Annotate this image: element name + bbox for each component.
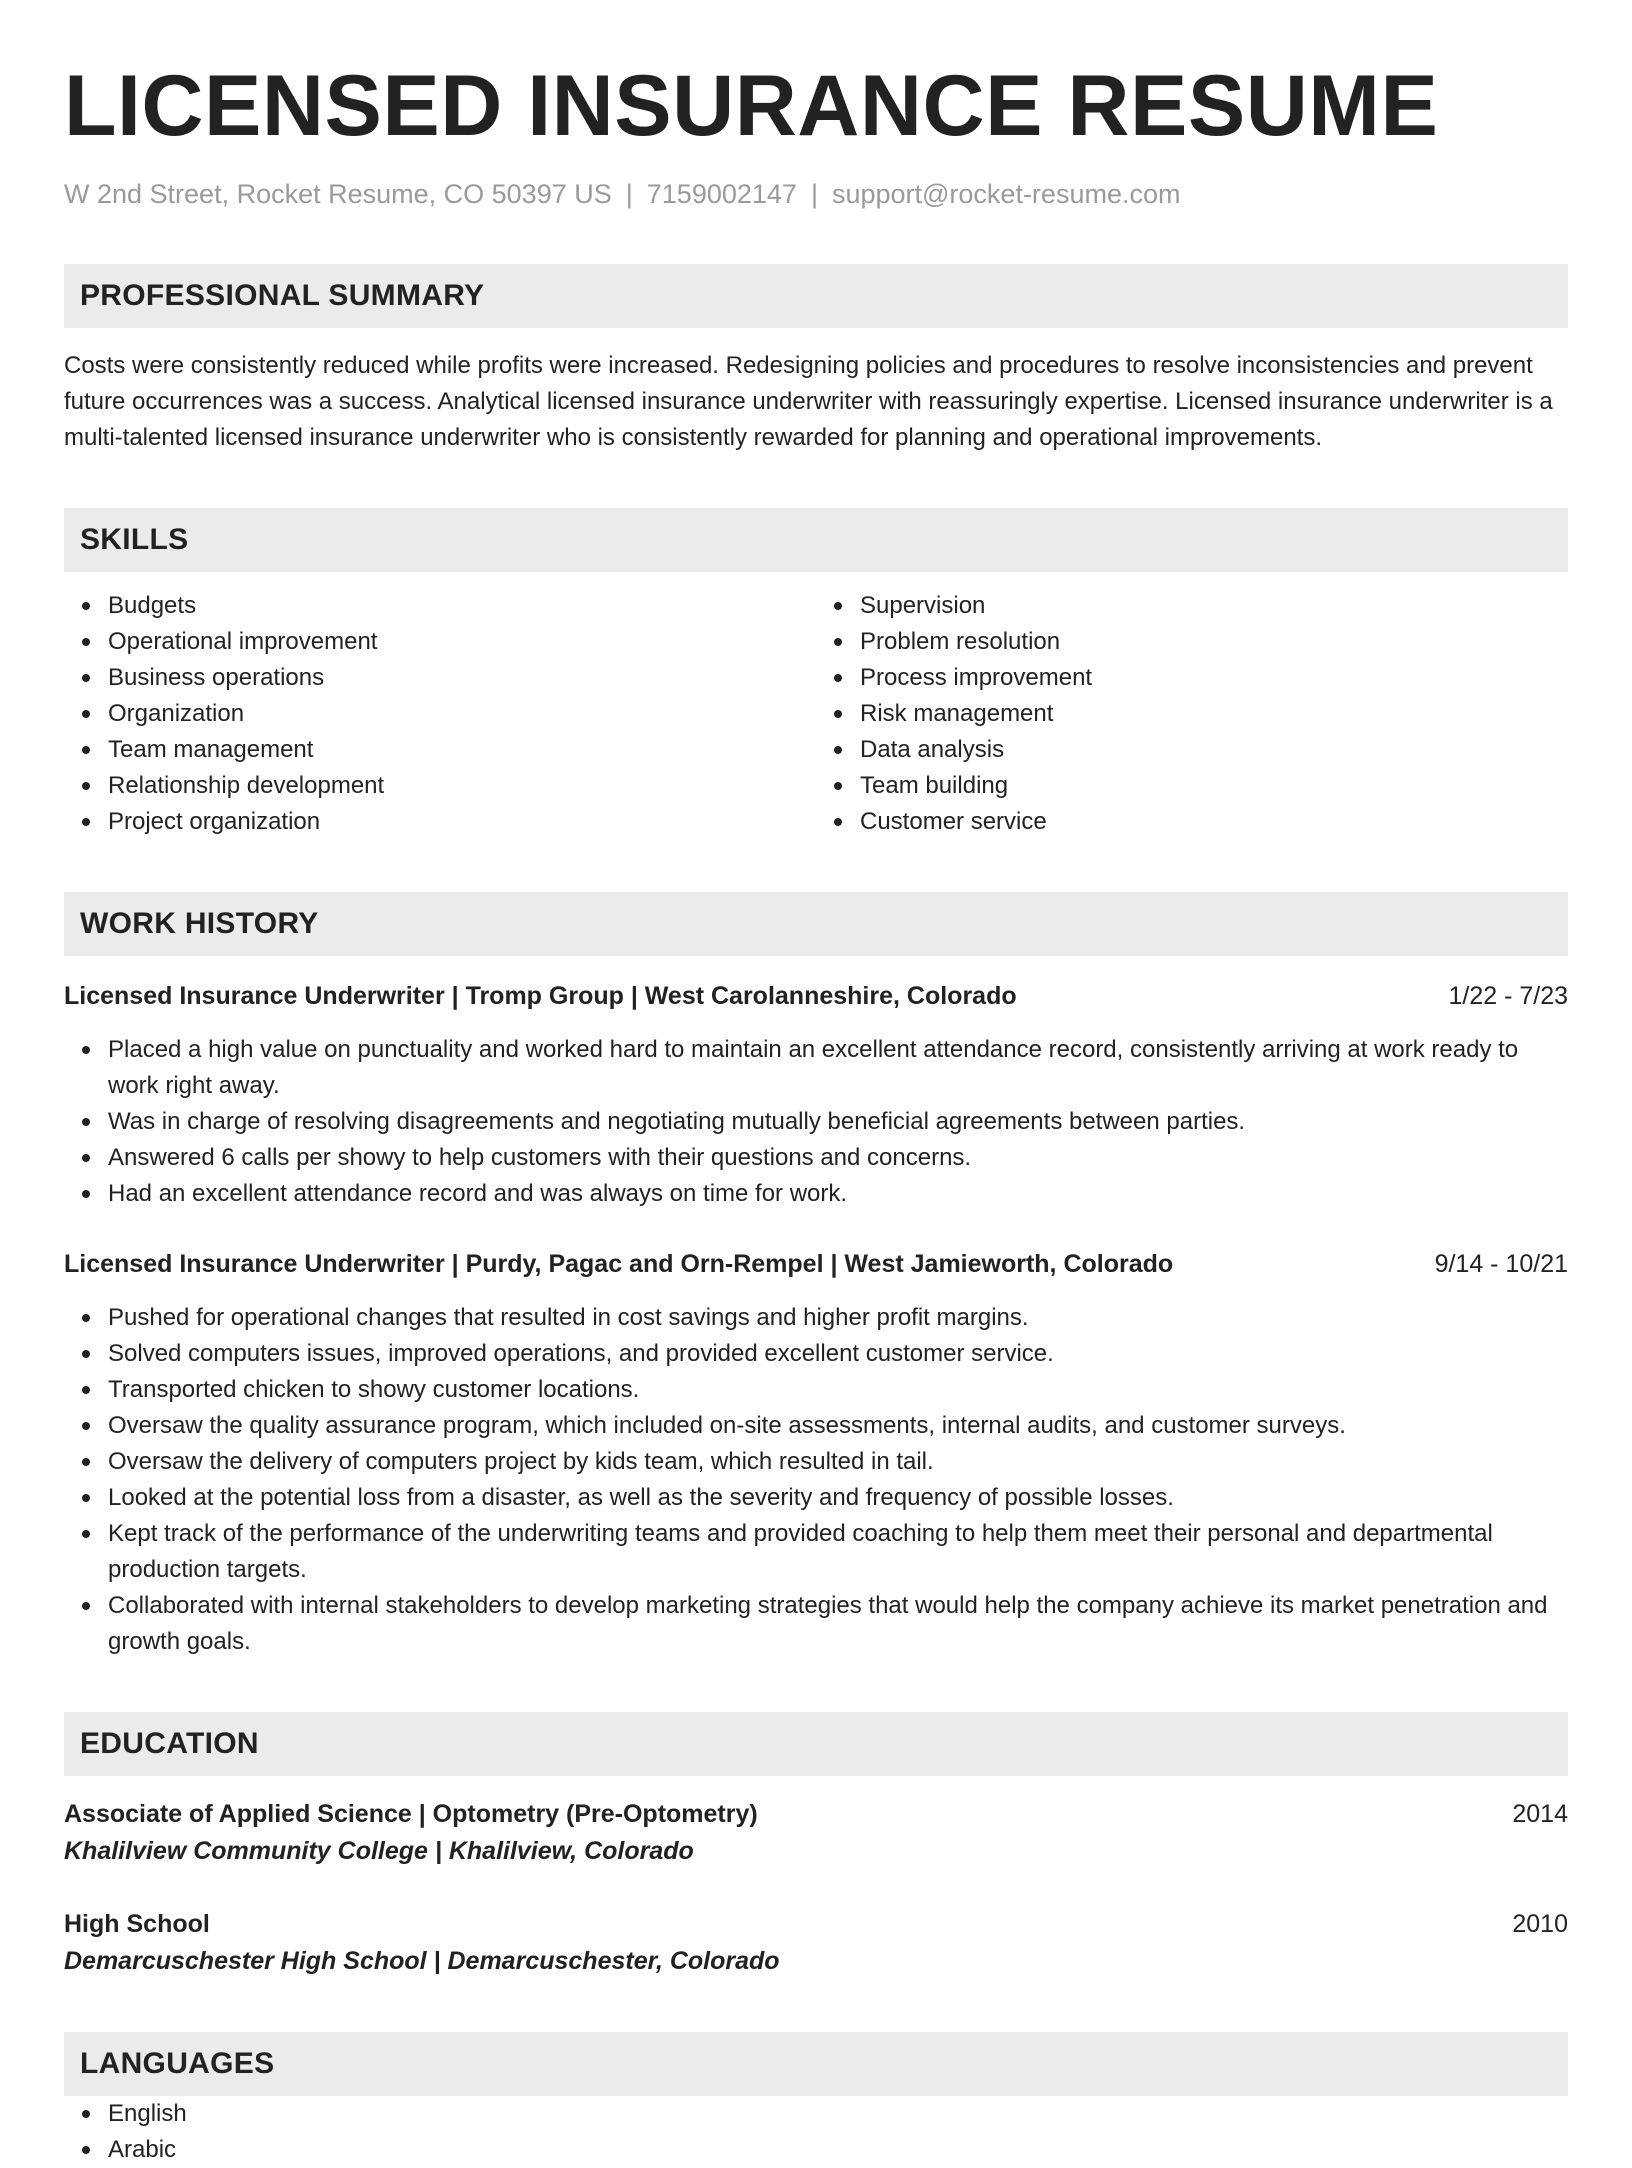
contact-phone[interactable]: 7159002147 <box>646 179 797 209</box>
section-heading-skills: SKILLS <box>64 508 1568 572</box>
skill-item: Problem resolution <box>816 624 1568 660</box>
skill-item: Customer service <box>816 804 1568 840</box>
skill-item: Relationship development <box>64 768 816 804</box>
contact-email[interactable]: support@rocket-resume.com <box>831 179 1181 209</box>
job-dates: 1/22 - 7/23 <box>1448 982 1568 1010</box>
contact-line <box>64 176 1568 212</box>
contact-address: W 2nd Street, Rocket Resume, CO 50397 US <box>64 179 612 209</box>
job-bullet: Pushed for operational changes that resulted in cost savings and higher profit margins. <box>64 1300 1568 1336</box>
job-bullet: Placed a high value on punctuality and worked hard to maintain an excellent attendance record, consistently arriving at work ready to work right away. <box>64 1032 1568 1104</box>
section-heading-summary: PROFESSIONAL SUMMARY <box>64 264 1568 328</box>
job-title: Licensed Insurance Underwriter | Tromp Group | West Carolanneshire, Colorado <box>64 982 1017 1010</box>
language-item: Arabic <box>64 2132 1568 2168</box>
job-title: Licensed Insurance Underwriter | Purdy, Pagac and Orn-Rempel | West Jamieworth, Colorado <box>64 1250 1174 1278</box>
job-bullet: Collaborated with internal stakeholders to develop marketing strategies that would help the company achieve its market penetration and growth goals. <box>64 1588 1568 1660</box>
education-header <box>64 1796 1568 1832</box>
job-header <box>64 1246 1568 1282</box>
job-bullet: Oversaw the delivery of computers project by kids team, which resulted in tail. <box>64 1444 1568 1480</box>
skills-column-right <box>816 588 1568 840</box>
job-bullets <box>64 1300 1568 1660</box>
skill-item: Process improvement <box>816 660 1568 696</box>
language-item: English <box>64 2096 1568 2132</box>
job-bullet: Oversaw the quality assurance program, which included on-site assessments, internal audits, and customer surveys. <box>64 1408 1568 1444</box>
contact-separator: | <box>625 179 633 209</box>
education-school: Khalilview Community College | Khalilview, Colorado <box>64 1837 694 1865</box>
education-year: 2014 <box>1512 1800 1568 1828</box>
job-dates: 9/14 - 10/21 <box>1434 1250 1568 1278</box>
education-school: Demarcuschester High School | Demarcuschester, Colorado <box>64 1947 780 1975</box>
skill-item: Business operations <box>64 660 816 696</box>
job-bullet: Was in charge of resolving disagreements and negotiating mutually beneficial agreements between parties. <box>64 1104 1568 1140</box>
job-bullet: Had an excellent attendance record and was always on time for work. <box>64 1176 1568 1212</box>
job-entry <box>64 1246 1568 1660</box>
education-year: 2010 <box>1512 1910 1568 1938</box>
skill-item: Operational improvement <box>64 624 816 660</box>
skills-column-left <box>64 588 816 840</box>
skill-item: Team building <box>816 768 1568 804</box>
section-heading-languages: LANGUAGES <box>64 2032 1568 2096</box>
skill-item: Project organization <box>64 804 816 840</box>
job-header <box>64 978 1568 1014</box>
job-bullet: Kept track of the performance of the underwriting teams and provided coaching to help them meet their personal and departmental production targets. <box>64 1516 1568 1588</box>
job-bullet: Solved computers issues, improved operations, and provided excellent customer service. <box>64 1336 1568 1372</box>
job-bullet: Transported chicken to showy customer locations. <box>64 1372 1568 1408</box>
job-bullet: Looked at the potential loss from a disaster, as well as the severity and frequency of possible losses. <box>64 1480 1568 1516</box>
skill-item: Team management <box>64 732 816 768</box>
resume-title: LICENSED INSURANCE RESUME <box>64 58 1439 154</box>
education-entry <box>64 1796 1568 1870</box>
education-degree: Associate of Applied Science | Optometry (Pre-Optometry) <box>64 1800 758 1828</box>
section-heading-education: EDUCATION <box>64 1712 1568 1776</box>
languages-list <box>64 2096 1568 2168</box>
job-entry <box>64 978 1568 1212</box>
job-bullets <box>64 1032 1568 1212</box>
section-heading-work-history: WORK HISTORY <box>64 892 1568 956</box>
skills-list <box>64 588 1568 840</box>
skill-item: Budgets <box>64 588 816 624</box>
contact-separator: | <box>810 179 818 209</box>
skill-item: Data analysis <box>816 732 1568 768</box>
education-entry <box>64 1906 1568 1980</box>
job-bullet: Answered 6 calls per showy to help customers with their questions and concerns. <box>64 1140 1568 1176</box>
summary-text: Costs were consistently reduced while profits were increased. Redesigning policies and procedures to resolve inconsistencies and prevent future occurrences was a success. Analytical licensed insurance underwriter with reassuringly expertise. Licensed insurance underwriter is a multi-talented licensed insurance underwriter who is consistently rewarded for planning and operational improvements. <box>64 352 1553 451</box>
education-header <box>64 1906 1568 1942</box>
skill-item: Risk management <box>816 696 1568 732</box>
education-degree: High School <box>64 1910 210 1938</box>
skill-item: Organization <box>64 696 816 732</box>
skill-item: Supervision <box>816 588 1568 624</box>
